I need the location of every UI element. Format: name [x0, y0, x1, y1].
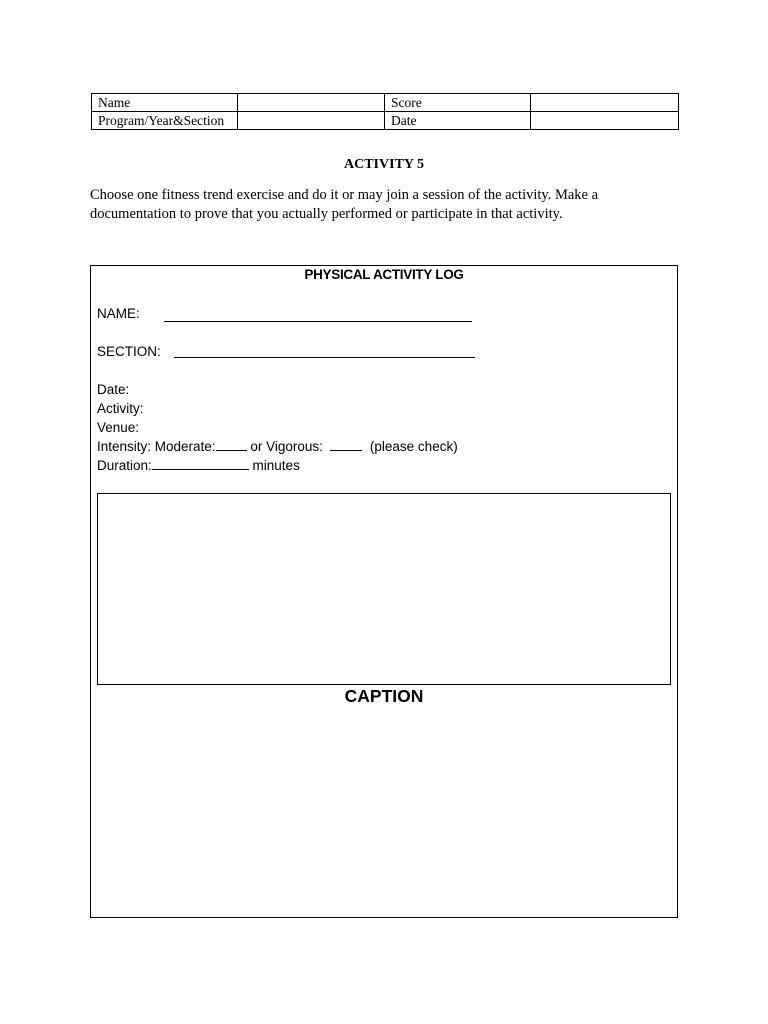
- duration-blank[interactable]: [152, 457, 249, 470]
- date-label-cell: Date: [385, 112, 531, 130]
- table-row: [92, 112, 679, 130]
- date-field-label: Date:: [97, 382, 130, 397]
- log-title: PHYSICAL ACTIVITY LOG: [304, 267, 464, 282]
- intensity-or-label: or Vigorous:: [250, 439, 323, 454]
- intensity-note: (please check): [369, 439, 458, 454]
- caption-heading: CAPTION: [344, 686, 424, 706]
- activity-field-label: Activity:: [97, 401, 144, 416]
- section-blank-line[interactable]: [174, 357, 475, 358]
- documentation-photo-frame[interactable]: [97, 493, 671, 685]
- intensity-field: [97, 437, 458, 456]
- program-value-cell[interactable]: [238, 112, 385, 130]
- section-field-label: SECTION:: [97, 344, 161, 359]
- score-value-cell[interactable]: [531, 94, 679, 112]
- duration-label: Duration:: [97, 458, 152, 473]
- student-info-table: [91, 93, 679, 130]
- instructions-paragraph: Choose one fitness trend exercise and do it or may join a session of the activity. Make a documentation to prove that you actually performed or participate in that activity.: [90, 187, 599, 222]
- name-label-cell: Name: [92, 94, 238, 112]
- activity-title: ACTIVITY 5: [344, 157, 424, 172]
- duration-unit: minutes: [252, 458, 300, 473]
- venue-field-label: Venue:: [97, 420, 140, 435]
- vigorous-check-blank[interactable]: [330, 438, 362, 451]
- date-value-cell[interactable]: [531, 112, 679, 130]
- physical-activity-log-box: [90, 265, 678, 918]
- table-row: [92, 94, 679, 112]
- duration-field: [97, 456, 300, 475]
- name-blank-line[interactable]: [164, 321, 472, 322]
- moderate-check-blank[interactable]: [216, 438, 247, 451]
- name-field-label: NAME:: [97, 306, 140, 321]
- intensity-label: Intensity: Moderate:: [97, 439, 216, 454]
- program-label-cell: Program/Year&Section: [92, 112, 238, 130]
- score-label-cell: Score: [385, 94, 531, 112]
- name-value-cell[interactable]: [238, 94, 385, 112]
